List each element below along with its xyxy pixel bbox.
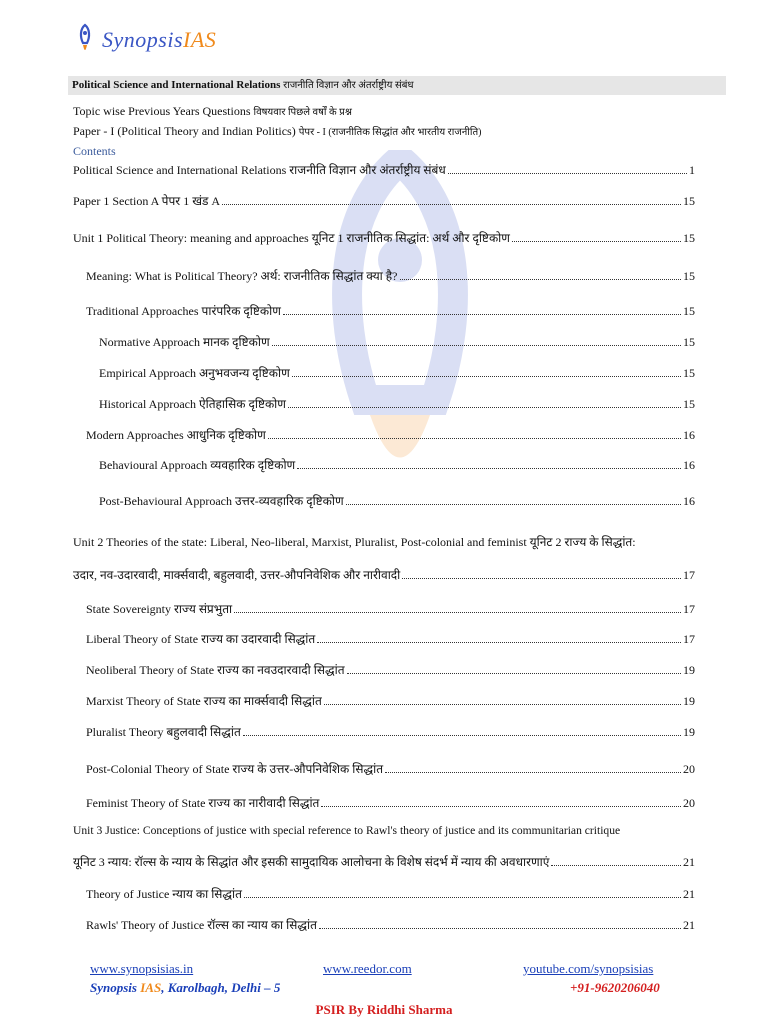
toc-entry[interactable]: Post-Behavioural Approach उत्तर-व्यवहारिक दृष्टिकोण 16 [99,494,695,508]
toc-entry[interactable]: Post-Colonial Theory of State राज्य के उत्तर-औपनिवेशिक सिद्धांत 20 [86,762,695,776]
toc-unit3-heading[interactable]: Unit 3 Justice: Conceptions of justice with special reference to Rawl's theory of justice and its communitarian critique [73,824,621,837]
footer-phone: +91-9620206040 [570,980,660,995]
toc-entry[interactable]: Meaning: What is Political Theory? अर्थ: राजनीतिक सिद्धांत क्या है? 15 [86,269,695,283]
toc-entry[interactable]: Traditional Approaches पारंपरिक दृष्टिकोण 15 [86,304,695,318]
toc-entry[interactable]: यूनिट 3 न्याय: रॉल्स के न्याय के सिद्धांत और इसकी सामुदायिक आलोचना के विशेष संदर्भ में न्याय की अवधारणाएं 21 [73,855,695,869]
title-hindi: राजनीति विज्ञान और अंतर्राष्ट्रीय संबंध [283,80,414,91]
toc-entry[interactable]: Neoliberal Theory of State राज्य का नवउदारवादी सिद्धांत 19 [86,663,695,677]
toc-entry[interactable]: Historical Approach ऐतिहासिक दृष्टिकोण 15 [99,397,695,411]
toc-entry[interactable]: Modern Approaches आधुनिक दृष्टिकोण 16 [86,428,695,442]
toc-entry[interactable]: उदार, नव-उदारवादी, मार्क्सवादी, बहुलवादी, उत्तर-औपनिवेशिक और नारीवादी 17 [73,568,695,582]
toc-entry[interactable]: Normative Approach मानक दृष्टिकोण 15 [99,335,695,349]
logo [74,22,216,58]
toc-entry[interactable]: Rawls' Theory of Justice रॉल्स का न्याय का सिद्धांत 21 [86,918,695,932]
toc-entry[interactable]: Marxist Theory of State राज्य का मार्क्सवादी सिद्धांत 19 [86,694,695,708]
toc-entry[interactable]: Political Science and International Relations राजनीति विज्ञान और अंतर्राष्ट्रीय संबंध 1 [73,163,695,177]
title-english: Political Science and International Relations [72,79,281,91]
toc-entry[interactable]: State Sovereignty राज्य संप्रभुता 17 [86,602,695,616]
toc-entry[interactable]: Paper 1 Section A पेपर 1 खंड A 15 [73,194,695,208]
toc-unit2-heading[interactable]: Unit 2 Theories of the state: Liberal, Neo-liberal, Marxist, Pluralist, Post-colonial and feminist यूनिट 2 राज्य के सिद्धांत: [73,535,636,549]
footer-youtube-link[interactable]: youtube.com/synopsisias [523,961,654,976]
subtitle-paper: Paper - I (Political Theory and Indian Politics) पेपर - I (राजनीतिक सिद्धांत और भारतीय राजनीति) [73,124,482,138]
brand-name: SynopsisIAS [102,27,217,52]
footer-address: Synopsis IAS, Karolbagh, Delhi – 5 [90,980,281,995]
toc-entry[interactable]: Pluralist Theory बहुलवादी सिद्धांत 19 [86,725,695,739]
toc-entry[interactable]: Empirical Approach अनुभवजन्य दृष्टिकोण 15 [99,366,695,380]
contents-heading: Contents [73,144,116,158]
toc-entry[interactable]: Liberal Theory of State राज्य का उदारवादी सिद्धांत 17 [86,632,695,646]
footer-reedor-link[interactable]: www.reedor.com [323,961,412,976]
subtitle-topicwise: Topic wise Previous Years Questions विषयवार पिछले वर्षों के प्रश्न [73,104,352,118]
toc-entry[interactable]: Theory of Justice न्याय का सिद्धांत 21 [86,887,695,901]
document-title-bar [68,76,726,95]
footer-website-link[interactable]: www.synopsisias.in [90,961,194,976]
rocket-logo-icon [74,23,96,57]
toc-entry[interactable]: Feminist Theory of State राज्य का नारीवादी सिद्धांत 20 [86,796,695,810]
footer-author: PSIR By Riddhi Sharma [315,1002,453,1017]
toc-entry[interactable]: Unit 1 Political Theory: meaning and approaches यूनिट 1 राजनीतिक सिद्धांत: अर्थ और दृष्टिकोण 15 [73,231,695,245]
toc-entry[interactable]: Behavioural Approach व्यवहारिक दृष्टिकोण 16 [99,458,695,472]
